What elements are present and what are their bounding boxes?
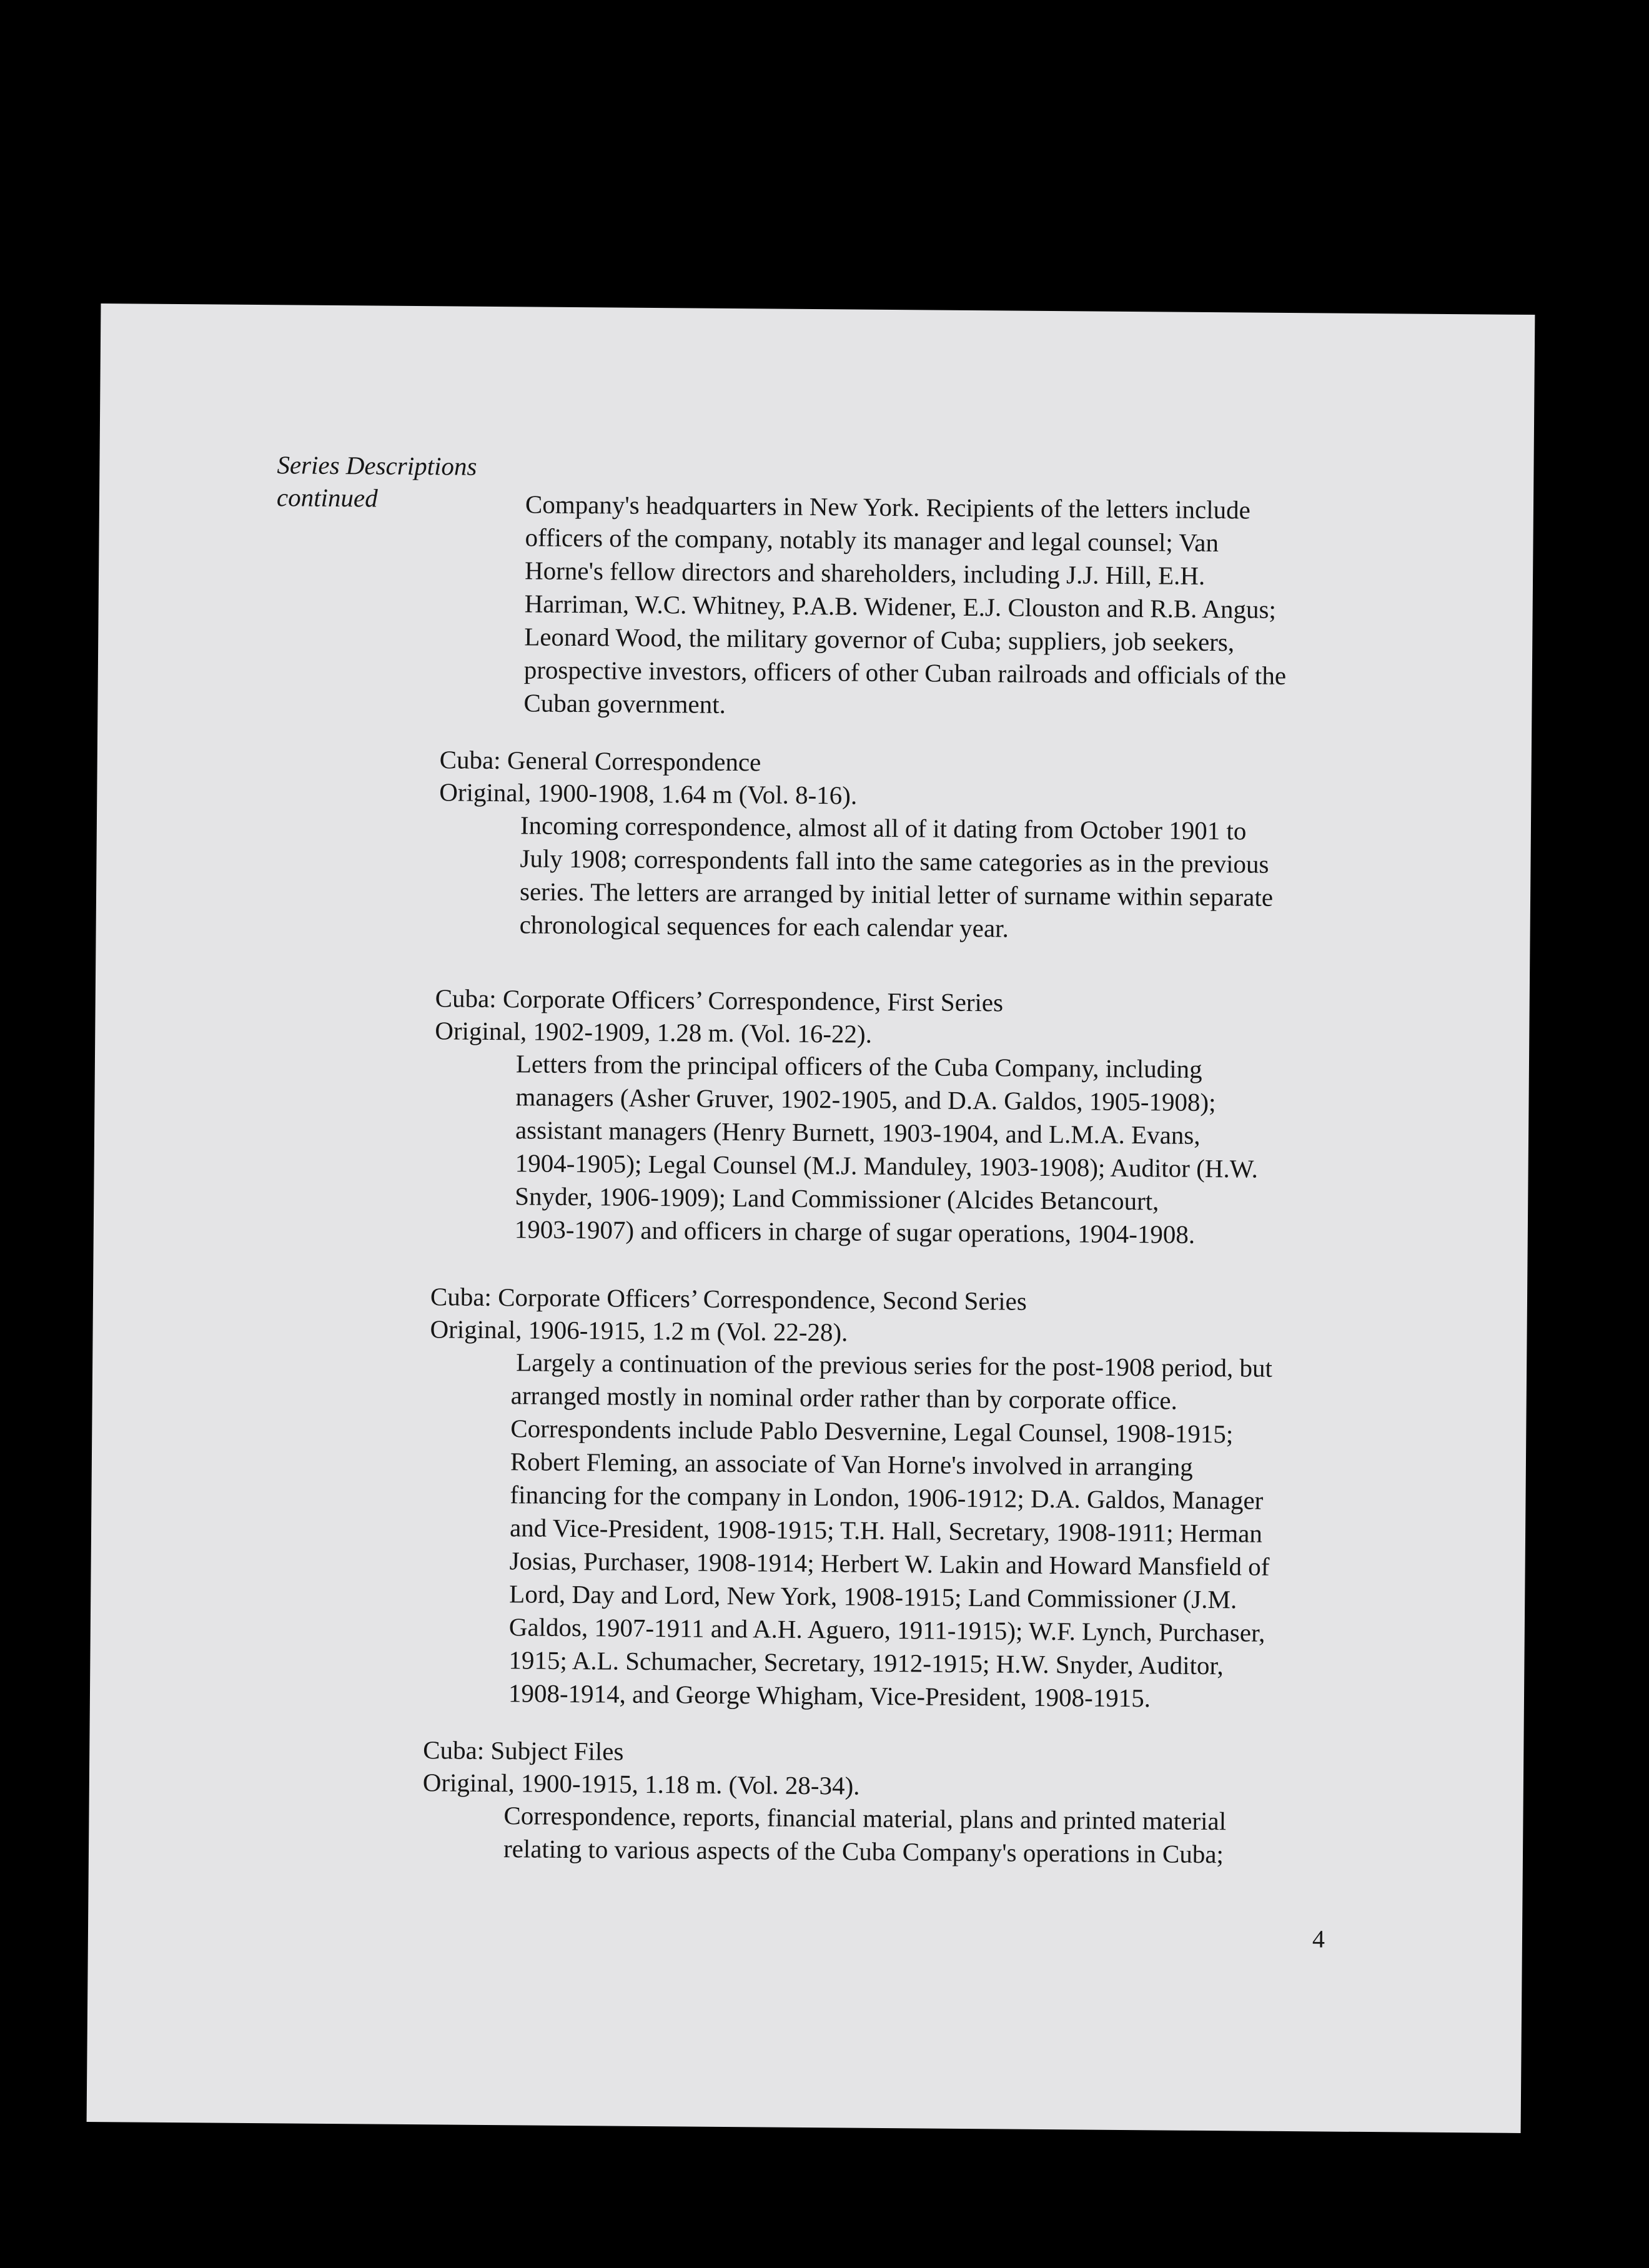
series-entry (96, 741, 1531, 949)
paragraph-line: officers of the company, notably its manager and legal counsel; Van (525, 523, 1219, 558)
series-entry (90, 1278, 1527, 1718)
paragraph-line: Letters from the principal officers of the Cuba Company, including (515, 1049, 1202, 1083)
paragraph-line: Cuban government. (523, 688, 726, 719)
paragraph-line: Josias, Purchaser, 1908-1914; Herbert W. Lakin and Howard Mansfield of (509, 1546, 1270, 1581)
series-description (503, 1799, 1523, 1873)
paragraph-line: Robert Fleming, an associate of Van Horne's involved in arranging (510, 1447, 1193, 1481)
paragraph-line: Correspondence, reports, financial material, plans and printed material (503, 1801, 1227, 1836)
paragraph-line: 1915; A.L. Schumacher, Secretary, 1912-1915; H.W. Snyder, Auditor, (508, 1645, 1224, 1680)
section-label-continued: continued (276, 483, 378, 513)
paragraph-line: financing for the company in London, 1906-1912; D.A. Galdos, Manager (510, 1480, 1264, 1515)
series-description (519, 809, 1531, 949)
series-title: Cuba: Corporate Officers’ Correspondence, Second Series (430, 1282, 1028, 1316)
series-entry (94, 979, 1530, 1254)
paragraph-line: and Vice-President, 1908-1915; T.H. Hall, Secretary, 1908-1911; Herman (509, 1513, 1263, 1548)
paragraph-line: arranged mostly in nominal order rather than by corporate office. (510, 1381, 1178, 1415)
paragraph-line: prospective investors, officers of other Cuban railroads and officials of the (523, 655, 1287, 690)
paragraph-line: 1904-1905); Legal Counsel (M.J. Manduley, 1903-1908); Auditor (H.W. (515, 1148, 1259, 1183)
series-title: Cuba: Subject Files (423, 1735, 624, 1766)
series-description (515, 1047, 1529, 1254)
paragraph-line: Lord, Day and Lord, New York, 1908-1915; Land Commissioner (J.M. (509, 1579, 1237, 1614)
series-entry (89, 1731, 1524, 1873)
paragraph-line: Incoming correspondence, almost all of it dating from October 1901 to (520, 811, 1247, 846)
paragraph-line: managers (Asher Gruver, 1902-1905, and D.A. Galdos, 1905-1908); (515, 1082, 1216, 1117)
intro-block (97, 485, 1533, 727)
document-page (87, 303, 1535, 2133)
paragraph-line: Galdos, 1907-1911 and A.H. Aguero, 1911-1915); W.F. Lynch, Purchaser, (508, 1612, 1265, 1647)
paragraph-line: Harriman, W.C. Whitney, P.A.B. Widener, E.J. Clouston and R.B. Angus; (524, 589, 1277, 624)
paragraph-line: series. The letters are arranged by initial letter of surname within separate (519, 877, 1274, 912)
page-number: 4 (1312, 1925, 1325, 1953)
series-description (508, 1346, 1527, 1718)
paragraph-line: assistant managers (Henry Burnett, 1903-1904, and L.M.A. Evans, (515, 1115, 1201, 1150)
paragraph-line: Correspondents include Pablo Desvernine, Legal Counsel, 1908-1915; (510, 1414, 1234, 1449)
paragraph-line: Largely a continuation of the previous series for the post-1908 period, but (515, 1348, 1273, 1383)
intro-paragraph (523, 488, 1533, 727)
paragraph-line: Company's headquarters in New York. Recipients of the letters include (525, 490, 1250, 525)
paragraph-line: 1908-1914, and George Whigham, Vice-President, 1908-1915. (508, 1679, 1151, 1713)
series-title: Cuba: Corporate Officers’ Correspondence, First Series (435, 984, 1004, 1017)
series-extent: Original, 1900-1915, 1.18 m. (Vol. 28-34). (422, 1768, 860, 1800)
series-extent: Original, 1906-1915, 1.2 m (Vol. 22-28). (430, 1314, 848, 1347)
paragraph-line: Snyder, 1906-1909); Land Commissioner (Alcides Betancourt, (515, 1181, 1159, 1216)
series-extent: Original, 1902-1909, 1.28 m. (Vol. 16-22). (435, 1016, 873, 1048)
paragraph-line: Horne's fellow directors and shareholders, including J.J. Hill, E.H. (524, 556, 1206, 590)
paragraph-line: relating to various aspects of the Cuba Company's operations in Cuba; (503, 1834, 1224, 1869)
paragraph-line: 1903-1907) and officers in charge of sugar operations, 1904-1908. (514, 1215, 1196, 1249)
section-label-title: Series Descriptions (277, 450, 477, 481)
paragraph-line: Leonard Wood, the military governor of Cuba; suppliers, job seekers, (524, 622, 1235, 657)
series-title: Cuba: General Correspondence (439, 745, 761, 777)
series-extent: Original, 1900-1908, 1.64 m (Vol. 8-16). (439, 777, 858, 810)
paragraph-line: chronological sequences for each calendar year. (519, 910, 1009, 943)
paragraph-line: July 1908; correspondents fall into the same categories as in the previous (520, 844, 1269, 879)
